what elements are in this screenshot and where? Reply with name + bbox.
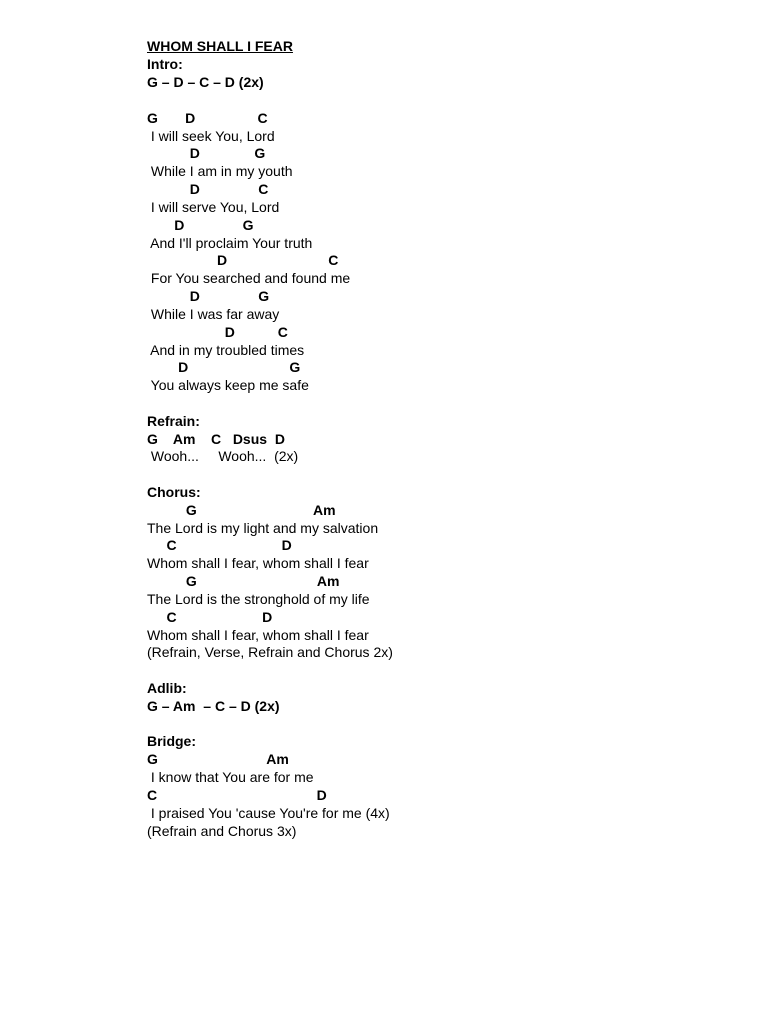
lyric-line: While I was far away bbox=[147, 306, 280, 322]
chord-line: G D C bbox=[147, 110, 268, 126]
lyric-line: You always keep me safe bbox=[147, 377, 309, 393]
chord-line: C D bbox=[147, 609, 273, 625]
section-heading-refrain: Refrain: bbox=[147, 413, 200, 429]
chord-line: D G bbox=[147, 288, 270, 304]
lyric-line: I know that You are for me bbox=[147, 769, 314, 785]
section-heading-chorus: Chorus: bbox=[147, 484, 201, 500]
chord-line: C D bbox=[147, 537, 292, 553]
section-heading-bridge: Bridge: bbox=[147, 733, 196, 749]
chord-line: G – D – C – D (2x) bbox=[147, 74, 264, 90]
lyric-line: For You searched and found me bbox=[147, 270, 351, 286]
lyric-line: And I'll proclaim Your truth bbox=[147, 235, 313, 251]
lyric-line: The Lord is the stronghold of my life bbox=[147, 591, 370, 607]
lyric-line: I will serve You, Lord bbox=[147, 199, 280, 215]
chord-line: D G bbox=[147, 217, 254, 233]
lyric-line: I will seek You, Lord bbox=[147, 128, 275, 144]
chord-line: D G bbox=[147, 145, 266, 161]
chord-line: D C bbox=[147, 252, 339, 268]
song-title: WHOM SHALL I FEAR bbox=[147, 38, 293, 54]
repeat-instruction: (Refrain and Chorus 3x) bbox=[147, 823, 297, 839]
chord-line: C D bbox=[147, 787, 327, 803]
section-heading-adlib: Adlib: bbox=[147, 680, 187, 696]
chord-line: G – Am – C – D (2x) bbox=[147, 698, 280, 714]
lyric-line: Wooh... Wooh... (2x) bbox=[147, 448, 299, 464]
lyric-line: Whom shall I fear, whom shall I fear bbox=[147, 555, 369, 571]
chord-line: G Am bbox=[147, 502, 336, 518]
chord-line: D C bbox=[147, 181, 269, 197]
lyric-line: While I am in my youth bbox=[147, 163, 293, 179]
lyric-line: Whom shall I fear, whom shall I fear bbox=[147, 627, 369, 643]
lyric-line: The Lord is my light and my salvation bbox=[147, 520, 379, 536]
lyric-line: I praised You 'cause You're for me (4x) bbox=[147, 805, 390, 821]
repeat-instruction: (Refrain, Verse, Refrain and Chorus 2x) bbox=[147, 644, 393, 660]
chord-line: D C bbox=[147, 324, 288, 340]
chord-line: D G bbox=[147, 359, 301, 375]
chord-line: G Am bbox=[147, 573, 340, 589]
chord-line: G Am bbox=[147, 751, 289, 767]
section-heading-intro: Intro: bbox=[147, 56, 183, 72]
chord-line: G Am C Dsus D bbox=[147, 431, 285, 447]
lyric-line: And in my troubled times bbox=[147, 342, 305, 358]
